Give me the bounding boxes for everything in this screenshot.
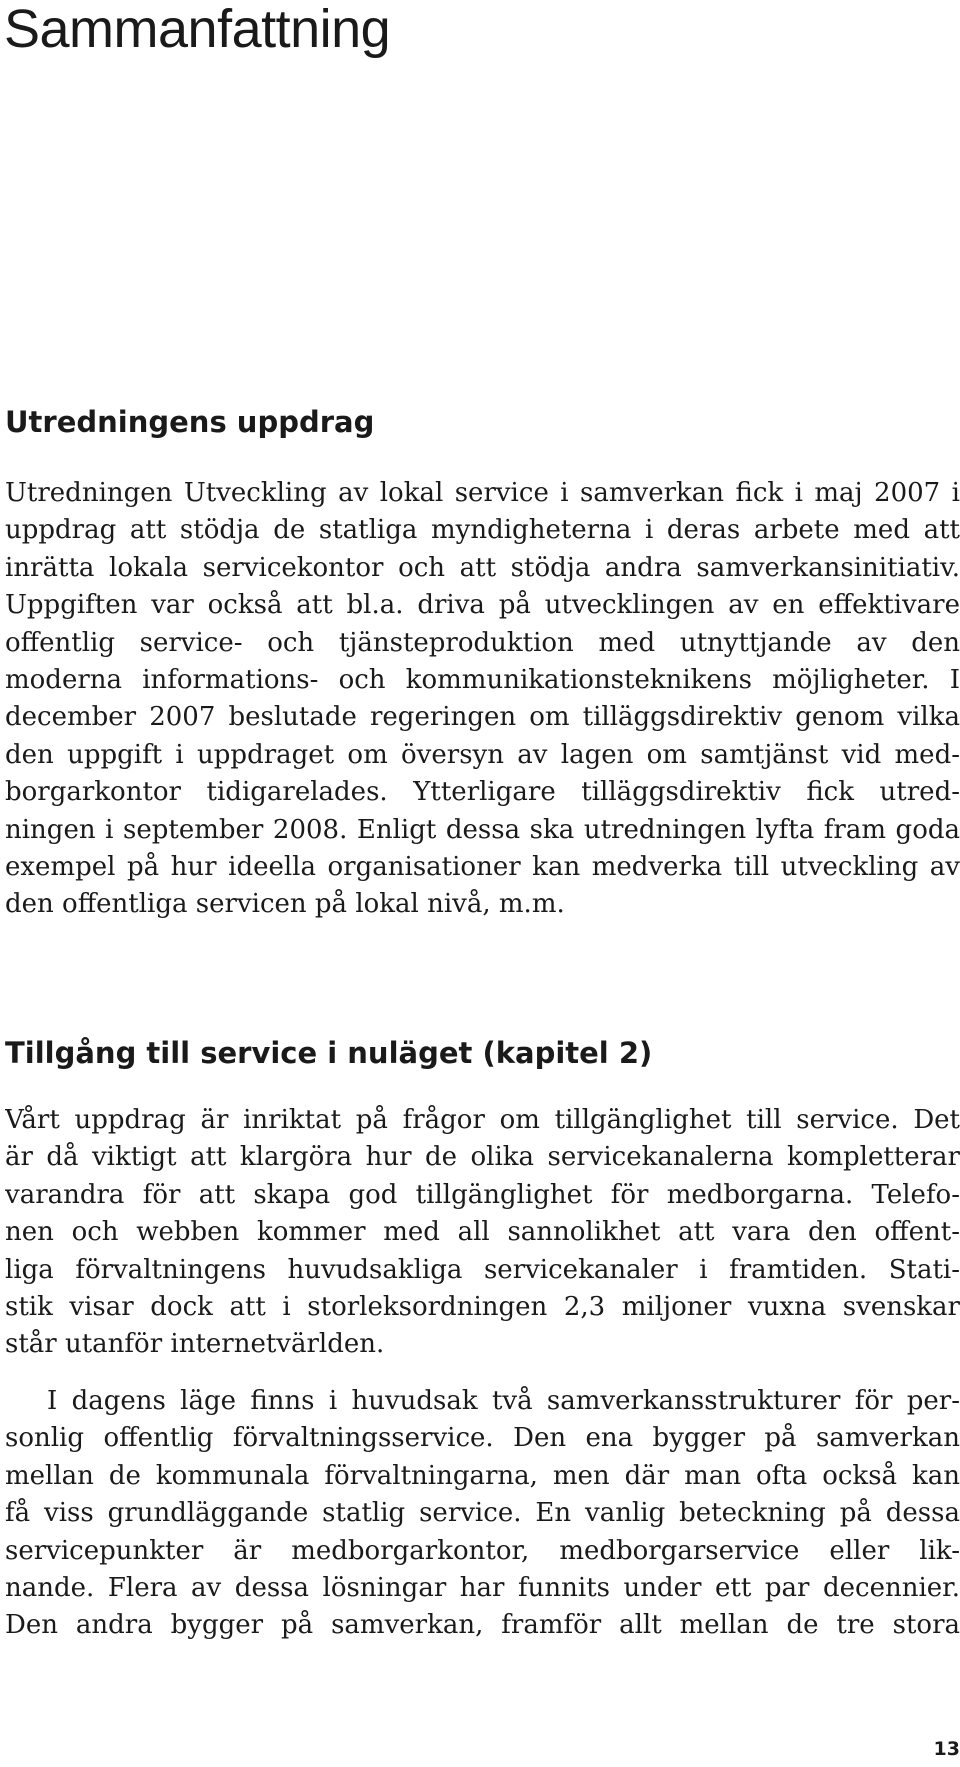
- text-line: Utredningen Utveckling av lokal service i samverkan fick i maj 2007 i: [5, 478, 960, 508]
- text-line: Vårt uppdrag är inriktat på frågor om tillgänglighet till service. Det: [5, 1105, 960, 1135]
- text-line: varandra för att skapa god tillgänglighet för medborgarna. Telefo-: [5, 1179, 960, 1210]
- text-line: stik visar dock att i storleksordningen 2,3 miljoner vuxna svenskar: [5, 1292, 960, 1323]
- text-line: borgarkontor tidigarelades. Ytterligare tilläggsdirektiv fick utred-: [5, 777, 960, 808]
- text-line: den uppgift i uppdraget om översyn av lagen om samtjänst vid med-: [5, 739, 960, 770]
- text-line: inrätta lokala servicekontor och att stödja andra samverkansinitiativ.: [5, 552, 960, 583]
- text-line: sonlig offentlig förvaltningsservice. Den ena bygger på samverkan: [5, 1423, 960, 1454]
- text-line: nande. Flera av dessa lösningar har funnits under ett par decennier.: [5, 1573, 960, 1604]
- paragraph-tillgang-1: [5, 1102, 960, 1364]
- text-line: Uppgiften var också att bl.a. driva på utvecklingen av en effektivare: [5, 590, 960, 621]
- text-line: I dagens läge finns i huvudsak två samverkansstrukturer för per-: [47, 1386, 960, 1416]
- section-heading-tillgang-till-service: Tillgång till service i nuläget (kapitel 2): [5, 1036, 653, 1070]
- text-line: liga förvaltningens huvudsakliga servicekanaler i framtiden. Stati-: [5, 1254, 960, 1285]
- text-line: den offentliga servicen på lokal nivå, m.m.: [5, 889, 565, 920]
- paragraph-utredningens-uppdrag: [5, 475, 960, 924]
- text-line: exempel på hur ideella organisationer kan medverka till utveckling av: [5, 852, 960, 883]
- text-line: december 2007 beslutade regeringen om tilläggsdirektiv genom vilka: [5, 702, 960, 733]
- text-line: står utanför internetvärlden.: [5, 1329, 385, 1360]
- text-line: moderna informations- och kommunikationsteknikens möjligheter. I: [5, 665, 960, 696]
- text-line: offentlig service- och tjänsteproduktion med utnyttjande av den: [5, 627, 960, 658]
- section-heading-utredningens-uppdrag: Utredningens uppdrag: [5, 405, 375, 439]
- text-line: är då viktigt att klargöra hur de olika servicekanalerna kompletterar: [5, 1142, 960, 1173]
- page-title: Sammanfattning: [4, 0, 391, 59]
- paragraph-tillgang-2: [5, 1383, 960, 1645]
- text-line: servicepunkter är medborgarkontor, medborgarservice eller lik-: [5, 1535, 960, 1566]
- text-line: ningen i september 2008. Enligt dessa ska utredningen lyfta fram goda: [5, 814, 960, 845]
- page-number: 13: [933, 1738, 960, 1760]
- text-line: Den andra bygger på samverkan, framför allt mellan de tre stora: [5, 1610, 960, 1641]
- text-line: få viss grundläggande statlig service. En vanlig beteckning på dessa: [5, 1498, 960, 1529]
- text-line: uppdrag att stödja de statliga myndigheterna i deras arbete med att: [5, 515, 960, 546]
- text-line: nen och webben kommer med all sannolikhet att vara den offent-: [5, 1217, 960, 1248]
- text-line: mellan de kommunala förvaltningarna, men där man ofta också kan: [5, 1460, 960, 1491]
